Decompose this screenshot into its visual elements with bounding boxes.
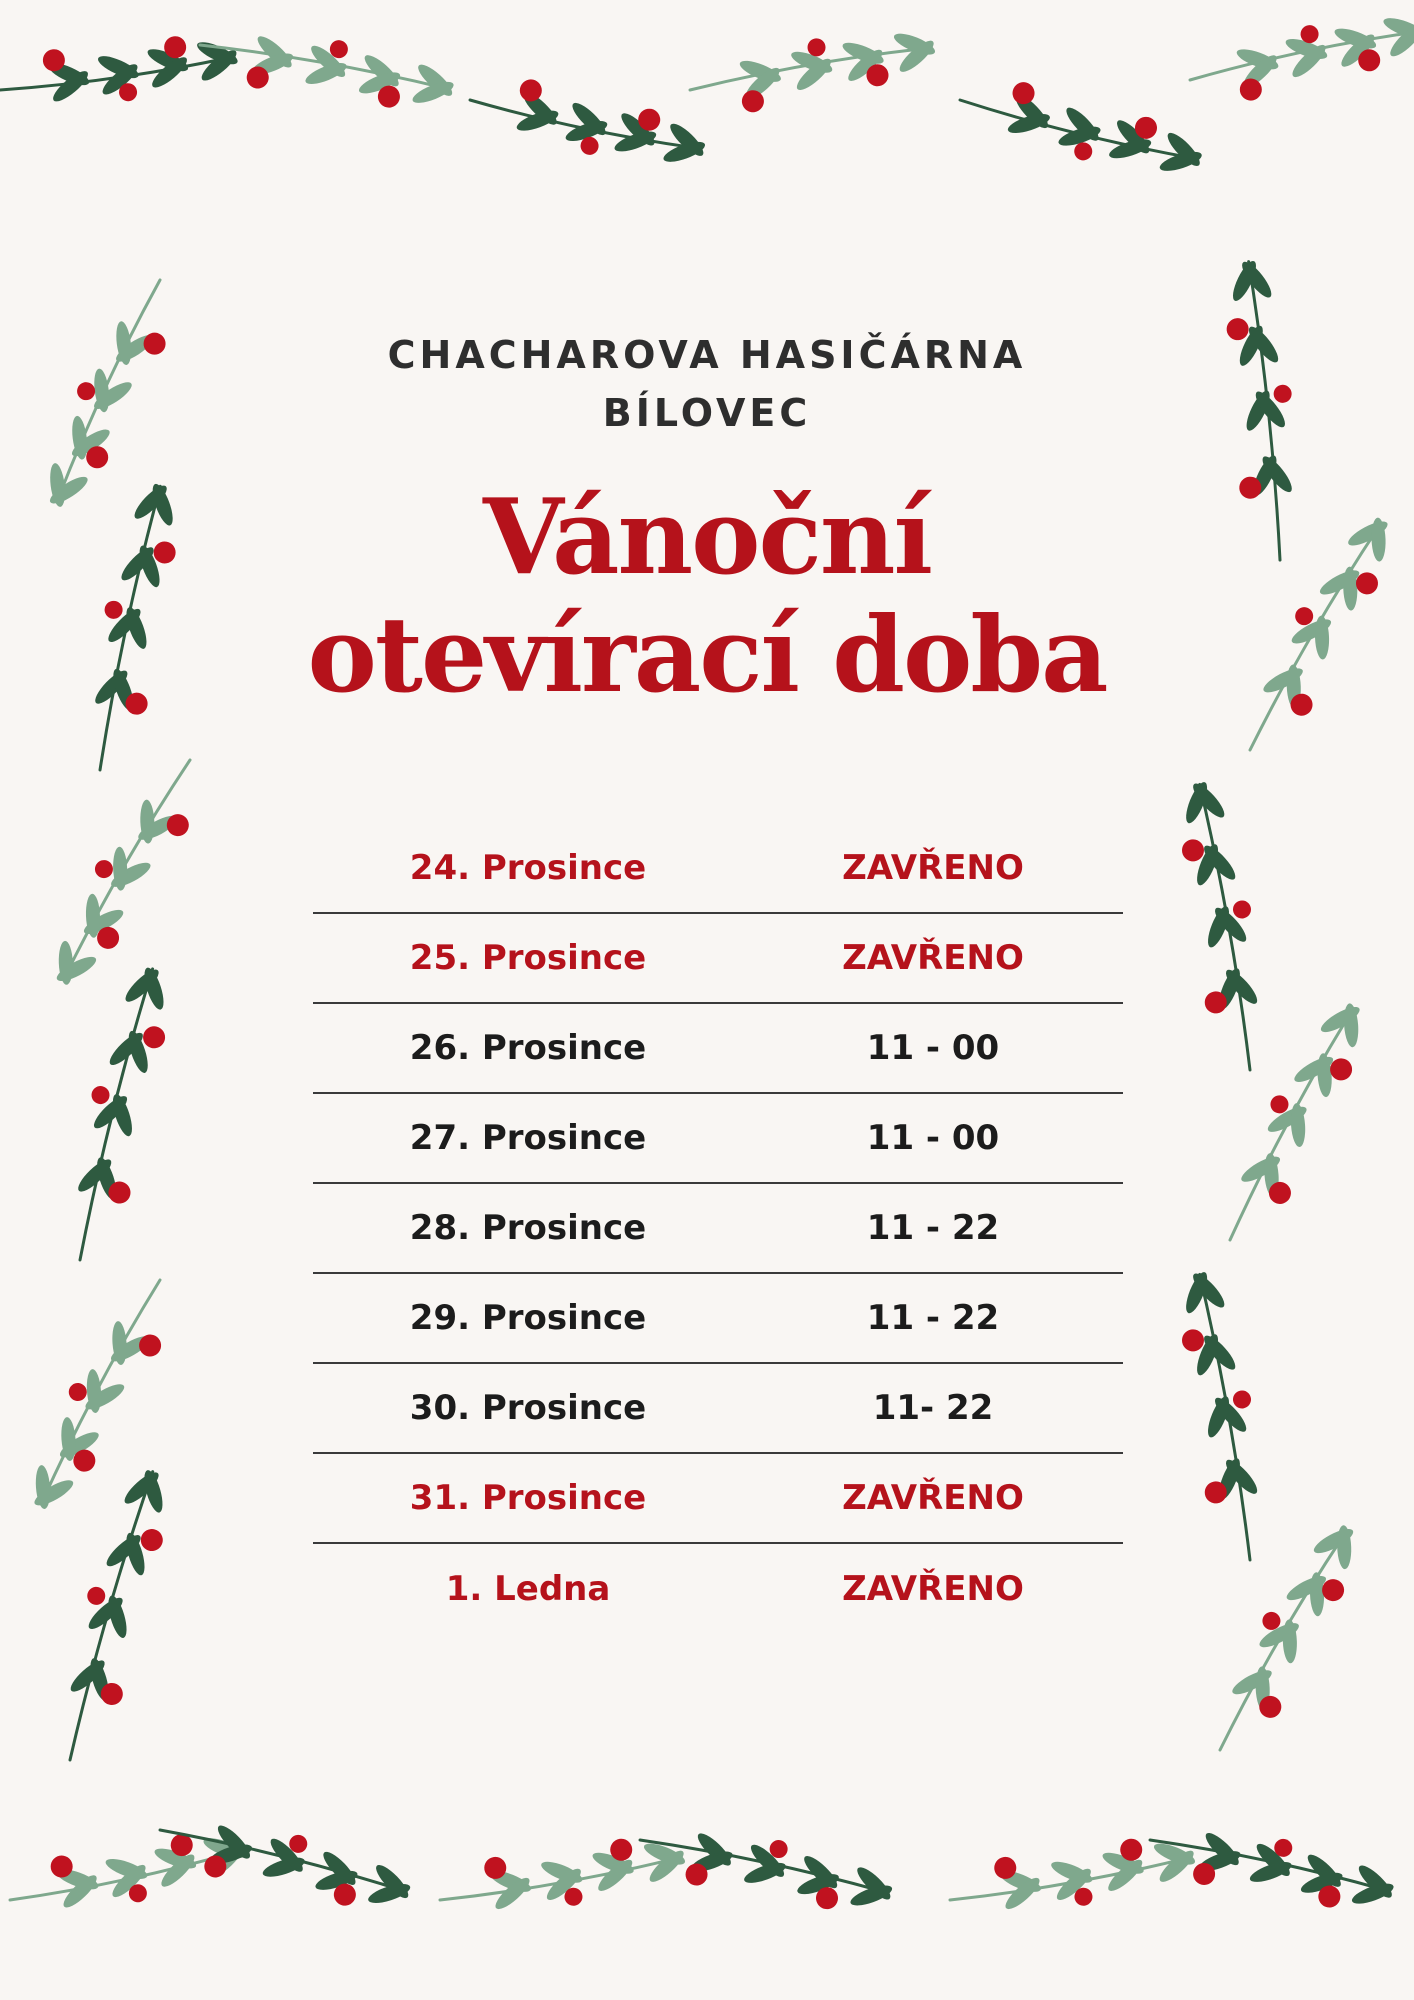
opening-hours-table: [313, 824, 1123, 1634]
day-label: 27. Prosince: [409, 1118, 647, 1158]
table-row: [313, 824, 1123, 914]
hours-value: 11 - 00: [866, 1028, 1000, 1068]
table-row: [313, 914, 1123, 1004]
title-line-1: Vánoční: [483, 475, 931, 598]
day-label: 25. Prosince: [409, 938, 647, 978]
day-label: 24. Prosince: [409, 848, 647, 888]
title-line-2: otevírací doba: [307, 593, 1107, 716]
page-title: [0, 475, 1414, 716]
hours-value: ZAVŘENO: [842, 1478, 1024, 1518]
table-row: [313, 1094, 1123, 1184]
table-row: [313, 1184, 1123, 1274]
hours-value: ZAVŘENO: [842, 848, 1024, 888]
hours-value: 11- 22: [872, 1388, 994, 1428]
day-label: 1. Ledna: [445, 1569, 611, 1609]
day-label: 30. Prosince: [409, 1388, 647, 1428]
hours-value: 11 - 00: [866, 1118, 1000, 1158]
table-row: [313, 1004, 1123, 1094]
hours-value: ZAVŘENO: [842, 1569, 1024, 1609]
day-label: 28. Prosince: [409, 1208, 647, 1248]
hours-value: 11 - 22: [866, 1298, 1000, 1338]
day-label: 31. Prosince: [409, 1478, 647, 1518]
business-town: BÍLOVEC: [602, 391, 812, 435]
hours-value: ZAVŘENO: [842, 938, 1024, 978]
table-row: [313, 1544, 1123, 1634]
business-name: CHACHAROVA HASIČÁRNA: [387, 333, 1027, 377]
header: [0, 326, 1414, 442]
table-row: [313, 1364, 1123, 1454]
table-row: [313, 1274, 1123, 1364]
day-label: 29. Prosince: [409, 1298, 647, 1338]
table-row: [313, 1454, 1123, 1544]
hours-value: 11 - 22: [866, 1208, 1000, 1248]
day-label: 26. Prosince: [409, 1028, 647, 1068]
